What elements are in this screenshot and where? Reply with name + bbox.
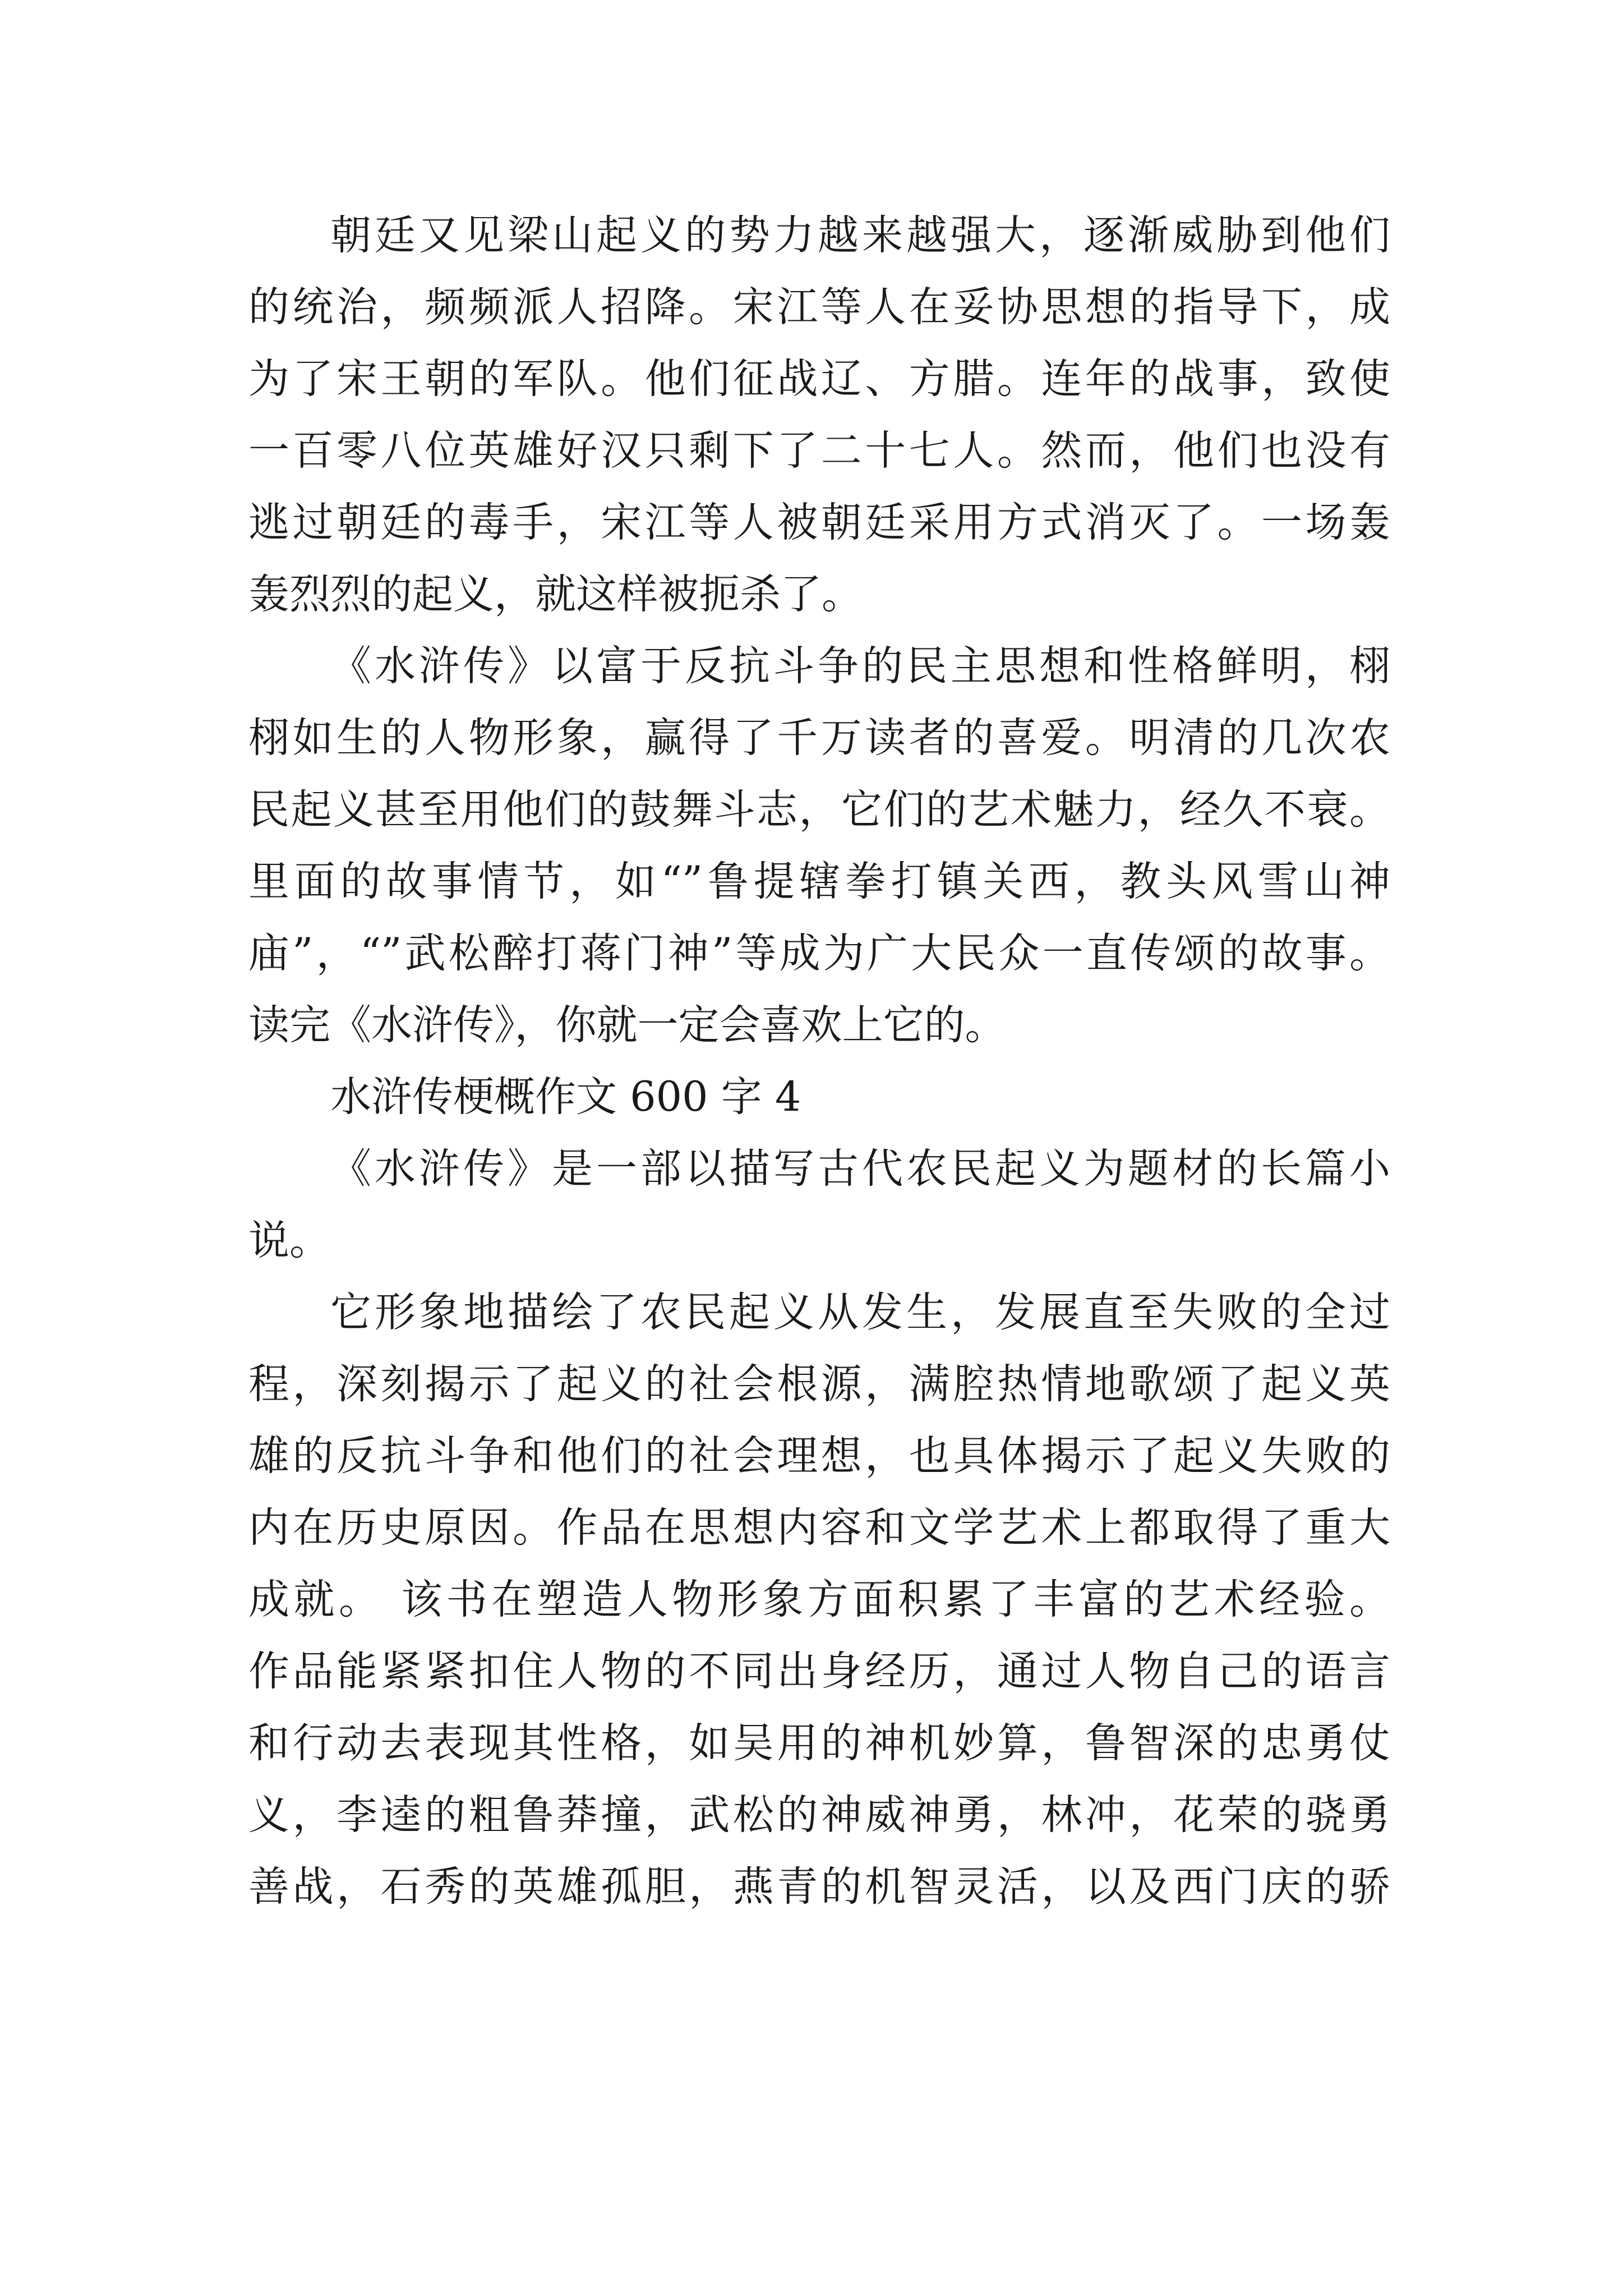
text-line: 作品能紧紧扣住人物的不同出身经历，通过人物自己的语言 xyxy=(248,1648,1390,1695)
text-line: 读完《水浒传》，你就一定会喜欢上它的。 xyxy=(248,1001,1006,1049)
text-line: 轰烈烈的起义，就这样被扼杀了。 xyxy=(248,570,863,618)
text-line: 成就。 该书在塑造人物形象方面积累了丰富的艺术经验。 xyxy=(248,1576,1390,1623)
text-line: 朝廷又见梁山起义的势力越来越强大，逐渐威胁到他们 xyxy=(330,211,1390,259)
text-line: 说。 xyxy=(248,1217,330,1264)
text-line: 栩如生的人物形象，赢得了千万读者的喜爱。明清的几次农 xyxy=(248,714,1390,762)
text-line: 《水浒传》以富于反抗斗争的民主思想和性格鲜明，栩 xyxy=(330,642,1390,690)
text-line: 义，李逵的粗鲁莽撞，武松的神威神勇，林冲，花荣的骁勇 xyxy=(248,1791,1390,1839)
text-line: 内在历史原因。作品在思想内容和文学艺术上都取得了重大 xyxy=(248,1504,1390,1552)
text-line: 的统治，频频派人招降。宋江等人在妥协思想的指导下，成 xyxy=(248,283,1390,331)
text-line: 里面的故事情节，如“”鲁提辖拳打镇关西，教头风雪山神 xyxy=(248,858,1390,905)
text-line: 程，深刻揭示了起义的社会根源，满腔热情地歌颂了起义英 xyxy=(248,1360,1390,1408)
text-line: 善战，石秀的英雄孤胆，燕青的机智灵活，以及西门庆的骄 xyxy=(248,1863,1390,1911)
text-line: 《水浒传》是一部以描写古代农民起义为题材的长篇小 xyxy=(330,1145,1390,1193)
text-line: 雄的反抗斗争和他们的社会理想，也具体揭示了起义失败的 xyxy=(248,1432,1390,1480)
text-line: 一百零八位英雄好汉只剩下了二十七人。然而，他们也没有 xyxy=(248,427,1390,475)
text-line: 逃过朝廷的毒手，宋江等人被朝廷采用方式消灭了。一场轰 xyxy=(248,499,1390,546)
text-line: 民起义甚至用他们的鼓舞斗志，它们的艺术魅力，经久不衰。 xyxy=(248,786,1390,834)
section-heading: 水浒传梗概作文 600 字 4 xyxy=(330,1073,801,1121)
text-line: 庙”，“”武松醉打蒋门神”等成为广大民众一直传颂的故事。 xyxy=(248,930,1390,977)
text-line: 它形象地描绘了农民起义从发生，发展直至失败的全过 xyxy=(330,1289,1390,1336)
text-line: 为了宋王朝的军队。他们征战辽、方腊。连年的战事，致使 xyxy=(248,355,1390,403)
text-line: 和行动去表现其性格，如吴用的神机妙算，鲁智深的忠勇仗 xyxy=(248,1719,1390,1767)
